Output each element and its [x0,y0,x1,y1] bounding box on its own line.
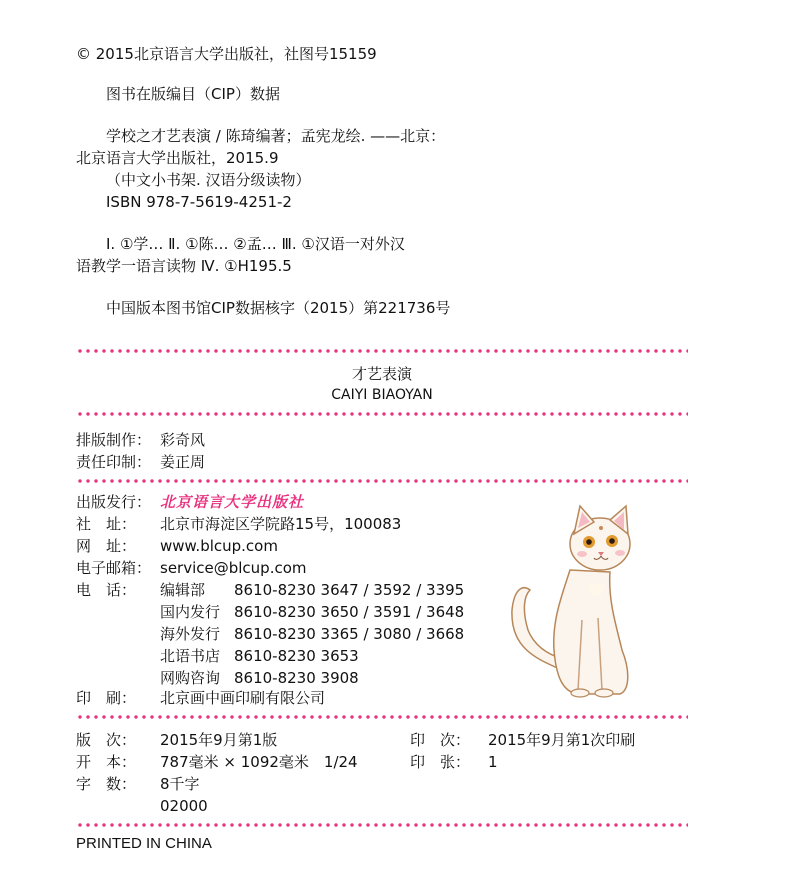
cip-class-2: 语教学一语言读物 Ⅳ. ①H195.5 [76,257,292,275]
phone-number: 8610-8230 3647 / 3592 / 3395 [234,581,465,599]
cip-class-1: Ⅰ. ①学… Ⅱ. ①陈… ②孟… Ⅲ. ①汉语一对外汉 [106,235,405,253]
phone-dept: 国内发行 [160,603,221,621]
cat-illustration-icon [470,500,650,700]
dotted-divider [76,412,688,416]
edition-value: 2015年9月第1版 [160,731,278,749]
cip-heading: 图书在版编目（CIP）数据 [106,85,280,103]
phone-dept: 编辑部 [160,581,206,599]
phone-dept: 网购咨询 [160,669,221,687]
cip-line-2: 北京语言大学出版社，2015.9 [76,149,279,167]
edition-label: 版 次： [76,731,137,749]
book-title-pinyin: CAIYI BIAOYAN [331,387,433,403]
words-label: 字 数： [76,775,137,793]
cip-line-3: （中文小书架. 汉语分级读物） [106,171,311,189]
phone-dept: 海外发行 [160,625,221,643]
staff-label: 责任印制： [76,453,152,471]
sheets-value: 1 [488,753,498,771]
dotted-divider [76,349,688,353]
printed-in-china: PRINTED IN CHINA [76,835,212,852]
print-label: 印 次： [410,731,471,749]
phone-number: 8610-8230 3653 [234,647,359,665]
website-label: 网 址： [76,537,137,555]
format-value: 787毫米 × 1092毫米 1/24 [160,753,358,771]
address-label: 社 址： [76,515,137,533]
staff-label: 排版制作： [76,431,152,449]
printer-value: 北京画中画印刷有限公司 [160,689,326,707]
printer-label: 印 刷： [76,689,137,707]
email-link[interactable]: service@blcup.com [160,559,307,577]
print-value: 2015年9月第1次印刷 [488,731,636,749]
publisher-logo-text: 北京语言大学出版社 [160,493,305,511]
copyright-line: © 2015北京语言大学出版社，社图号15159 [76,45,377,63]
sheets-label: 印 张： [410,753,471,771]
book-title-zh: 才艺表演 [351,365,412,383]
cip-isbn: ISBN 978-7-5619-4251-2 [106,193,292,211]
cip-record: 中国版本图书馆CIP数据核字（2015）第221736号 [106,299,451,317]
phone-dept: 北语书店 [160,647,221,665]
phone-number: 8610-8230 3365 / 3080 / 3668 [234,625,465,643]
phone-number: 8610-8230 3650 / 3591 / 3648 [234,603,465,621]
website-link[interactable]: www.blcup.com [160,537,278,555]
phone-label: 电 话： [76,581,137,599]
price-code: 02000 [160,797,208,815]
staff-value: 姜正周 [160,453,206,471]
publisher-label: 出版发行： [76,493,152,511]
format-label: 开 本： [76,753,137,771]
phone-number: 8610-8230 3908 [234,669,359,687]
address-value: 北京市海淀区学院路15号，100083 [160,515,402,533]
dotted-divider [76,715,688,719]
staff-value: 彩奇风 [160,431,206,449]
cip-line-1: 学校之才艺表演 / 陈琦编著；孟宪龙绘. ——北京： [106,127,446,145]
dotted-divider [76,479,688,483]
dotted-divider [76,823,688,827]
words-value: 8千字 [160,775,200,793]
email-label: 电子邮箱： [76,559,152,577]
